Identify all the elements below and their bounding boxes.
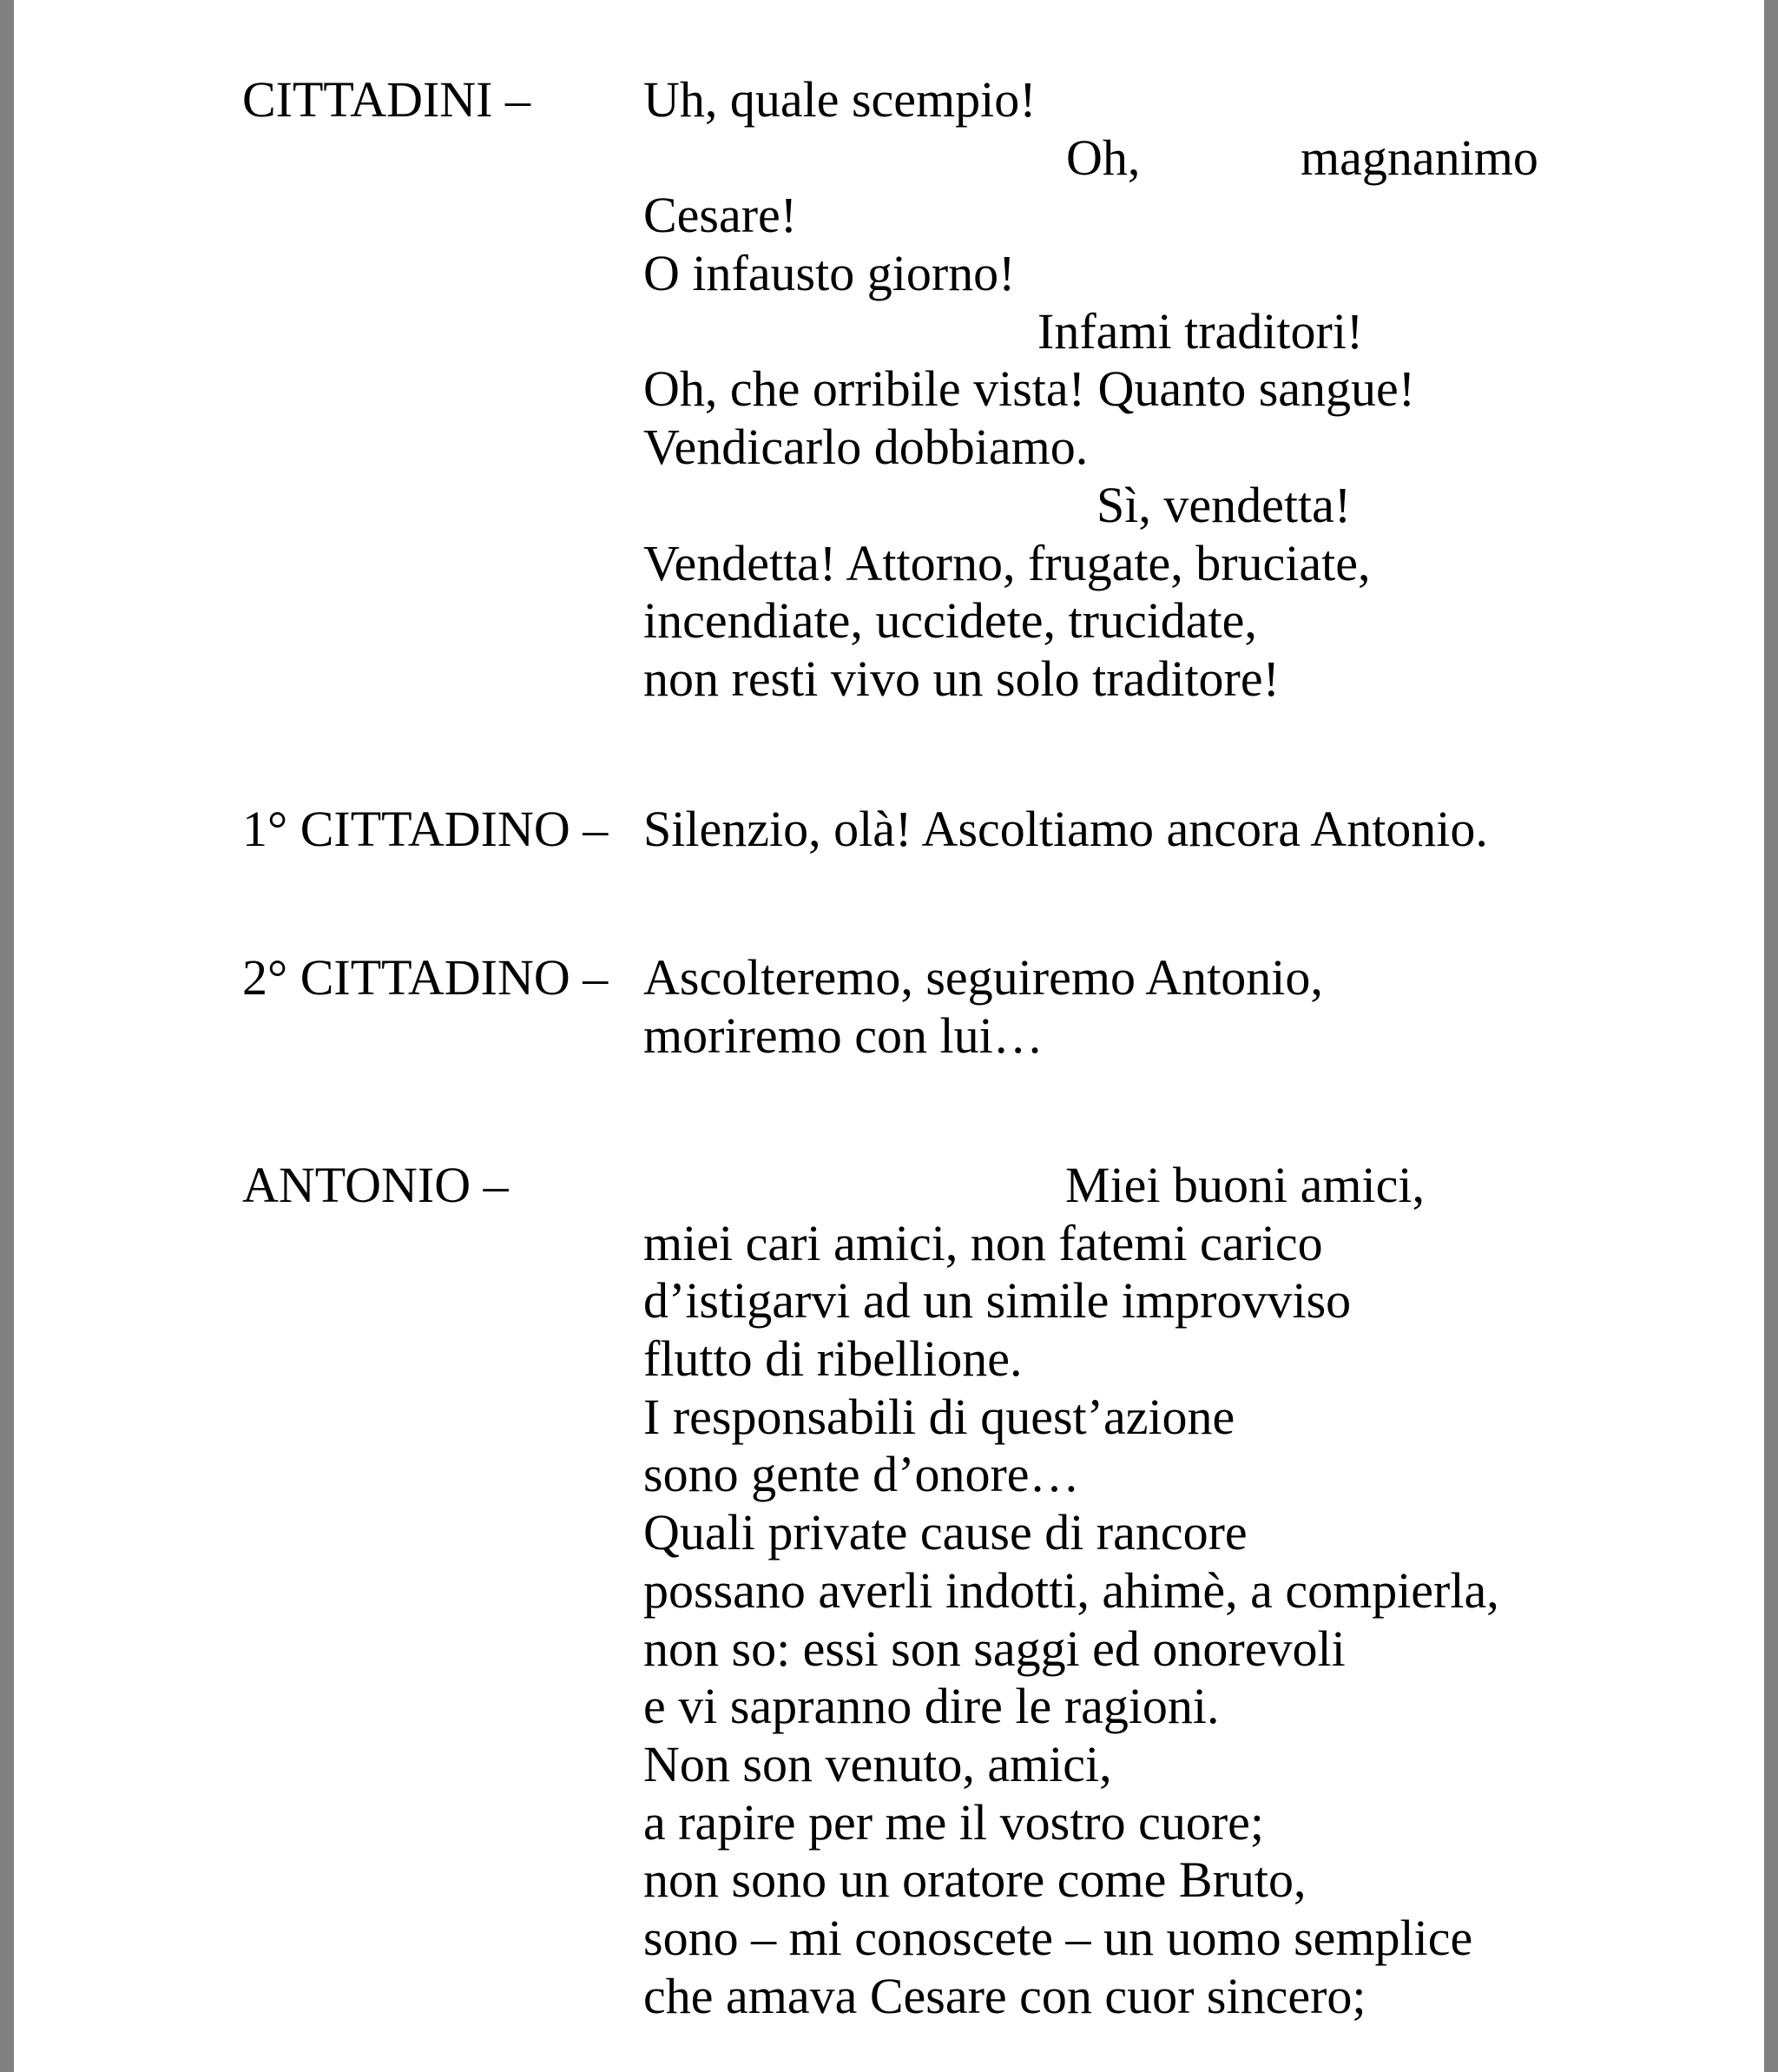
verse-text: possano averli indotti, ahimè, a compierla,	[643, 1561, 1499, 1619]
verse-line	[643, 1446, 1598, 1504]
verse-text: incendiate, uccidete, trucidate,	[643, 592, 1257, 650]
speaker-label: ANTONIO –	[242, 1157, 509, 1213]
document-page	[14, 0, 1764, 2072]
verse-line	[643, 1851, 1598, 1910]
verse-text: Quali private cause di rancore	[643, 1504, 1248, 1561]
verse-text: non so: essi son saggi ed onorevoli	[643, 1620, 1346, 1677]
verse-text: miei cari amici, non fatemi carico	[643, 1214, 1323, 1271]
right-page-margin-bar	[1764, 0, 1778, 2072]
verse-line	[643, 477, 1598, 535]
speech-lines	[643, 1157, 1598, 2025]
verse-text: Uh, quale scempio!	[643, 71, 1037, 128]
verse-text: flutto di ribellione.	[643, 1330, 1023, 1388]
verse-line	[643, 1389, 1598, 1447]
verse-text: a rapire per me il vostro cuore;	[643, 1793, 1265, 1851]
verse-text: moriremo con lui…	[643, 1006, 1044, 1064]
verse-text: sono – mi conoscete – un uomo semplice	[643, 1909, 1473, 1966]
verse-line	[643, 1562, 1598, 1620]
verse-text: Vendetta! Attorno, frugate, bruciate,	[643, 534, 1371, 591]
verse-line	[643, 650, 1598, 709]
verse-line	[643, 187, 1598, 245]
verse-line	[643, 1215, 1598, 1273]
verse-text: d’istigarvi ad un simile improvviso	[643, 1272, 1352, 1330]
speech-lines	[643, 801, 1598, 859]
verse-line	[643, 801, 1598, 859]
left-page-margin-bar	[0, 0, 14, 2072]
speaker-label: 1° CITTADINO –	[242, 801, 609, 857]
verse-line	[643, 303, 1598, 361]
verse-line	[643, 1007, 1598, 1066]
speaker-label: 2° CITTADINO –	[242, 949, 609, 1006]
verse-line	[643, 592, 1598, 650]
verse-text: Oh, che orribile vista! Quanto sangue!	[643, 360, 1416, 418]
verse-text: che amava Cesare con cuor sincero;	[643, 1967, 1366, 2024]
verse-line	[643, 419, 1598, 477]
verse-text: Cesare!	[643, 187, 798, 244]
verse-line	[643, 1678, 1598, 1736]
speaker-label: CITTADINI –	[242, 71, 530, 128]
verse-line	[643, 1736, 1598, 1794]
verse-text: Oh,	[1066, 129, 1141, 186]
verse-text: O infausto giorno!	[643, 245, 1016, 302]
verse-text: non sono un oratore come Bruto,	[643, 1851, 1307, 1909]
verse-text: non resti vivo un solo traditore!	[643, 650, 1280, 707]
verse-text: Sì, vendetta!	[1096, 476, 1352, 533]
verse-line	[643, 129, 1598, 188]
verse-line	[643, 1794, 1598, 1852]
verse-text: Vendicarlo dobbiamo.	[643, 419, 1089, 476]
speech-lines	[643, 71, 1598, 709]
verse-text: sono gente d’onore…	[643, 1446, 1080, 1503]
verse-line	[643, 949, 1598, 1007]
verse-text: Miei buoni amici,	[1065, 1157, 1425, 1213]
verse-line	[643, 1157, 1598, 1215]
verse-text: magnanimo	[1301, 129, 1538, 186]
verse-text: Non son venuto, amici,	[643, 1735, 1112, 1792]
verse-line	[643, 1504, 1598, 1562]
verse-line	[643, 1330, 1598, 1389]
verse-line	[643, 1968, 1598, 2026]
verse-line	[643, 71, 1598, 129]
verse-line	[643, 1620, 1598, 1679]
verse-line	[643, 1910, 1598, 1968]
verse-line	[643, 245, 1598, 303]
verse-line	[643, 360, 1598, 419]
verse-text: I responsabili di quest’azione	[643, 1388, 1235, 1445]
speech-lines	[643, 949, 1598, 1065]
verse-text: e vi sapranno dire le ragioni.	[643, 1678, 1220, 1735]
verse-line	[643, 535, 1598, 593]
verse-text: Ascolteremo, seguiremo Antonio,	[643, 949, 1323, 1006]
verse-text: Infami traditori!	[1037, 302, 1364, 360]
verse-line	[643, 1272, 1598, 1330]
verse-text: Silenzio, olà! Ascoltiamo ancora Antonio.	[643, 801, 1488, 857]
